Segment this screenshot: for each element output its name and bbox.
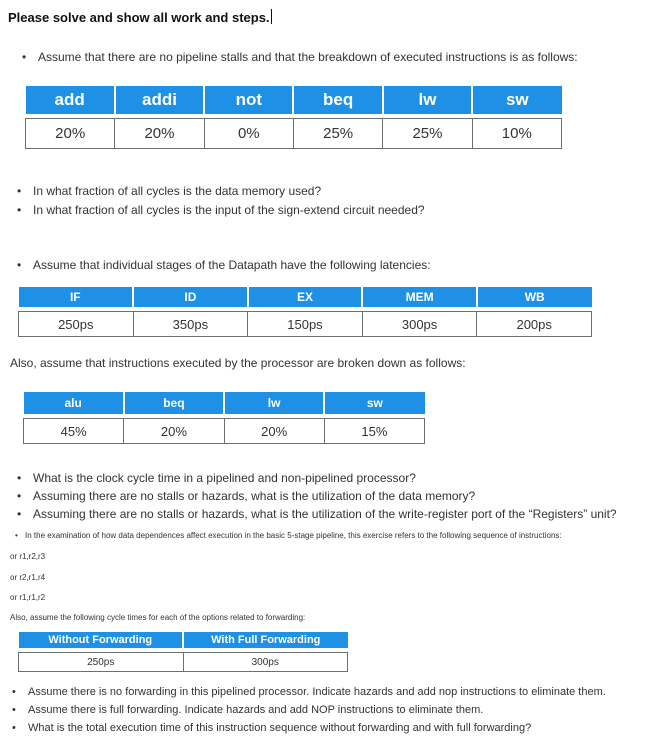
table-row bbox=[19, 312, 592, 337]
section1-question-2 bbox=[17, 203, 425, 217]
stage-latency-table bbox=[18, 287, 592, 337]
header-cell-id: ID bbox=[133, 287, 248, 307]
header-cell-sw: sw bbox=[472, 86, 561, 114]
instruction-line-1: or r1,r2,r3 bbox=[10, 552, 46, 561]
instruction-line-3: or r1,r1,r2 bbox=[10, 593, 46, 602]
question-text: Assuming there are no stalls or hazards, what is the utilization of the write-register port of the “Registers” unit? bbox=[33, 507, 617, 521]
value-cell-sw: 15% bbox=[324, 419, 424, 444]
question-text: Assume there is no forwarding in this pipelined processor. Indicate hazards and add nop instructions to eliminate them. bbox=[28, 686, 606, 698]
instruction-breakdown-table bbox=[23, 392, 425, 444]
header-cell-alu: alu bbox=[24, 392, 124, 414]
question-text: Assume there is full forwarding. Indicate hazards and add NOP instructions to eliminate them. bbox=[28, 704, 484, 716]
text-cursor bbox=[271, 9, 272, 24]
header-cell-without-forwarding: Without Forwarding bbox=[19, 632, 184, 648]
section3-question-3 bbox=[12, 722, 531, 734]
value-cell-alu: 45% bbox=[24, 419, 124, 444]
value-cell-lw: 25% bbox=[383, 119, 472, 149]
header-cell-with-full-forwarding: With Full Forwarding bbox=[183, 632, 348, 648]
bullet-icon: • bbox=[22, 50, 27, 64]
bullet-icon: • bbox=[17, 507, 22, 521]
value-cell-ex: 150ps bbox=[248, 312, 363, 337]
value-cell-addi: 20% bbox=[115, 119, 204, 149]
table-row bbox=[24, 419, 425, 444]
section1-intro-text: Assume that there are no pipeline stalls and that the breakdown of executed instructions is as follows: bbox=[38, 50, 578, 64]
table-header-row bbox=[19, 632, 348, 648]
section3-intro-text: In the examination of how data dependences affect execution in the basic 5-stage pipeline, this exercise refers to the following sequence of instructions: bbox=[25, 531, 562, 540]
page-title-text: Please solve and show all work and steps. bbox=[8, 10, 270, 25]
header-cell-addi: addi bbox=[115, 86, 204, 114]
table-row bbox=[19, 653, 348, 672]
header-cell-mem: MEM bbox=[362, 287, 477, 307]
section1-question-1 bbox=[17, 184, 321, 198]
section2-question-1 bbox=[17, 471, 416, 485]
section3-question-1 bbox=[12, 686, 606, 698]
header-cell-lw: lw bbox=[224, 392, 324, 414]
header-cell-beq: beq bbox=[293, 86, 382, 114]
value-cell-wb: 200ps bbox=[477, 312, 592, 337]
question-text: What is the clock cycle time in a pipelined and non-pipelined processor? bbox=[33, 471, 416, 485]
section1-intro bbox=[22, 50, 578, 64]
bullet-icon: • bbox=[12, 686, 16, 698]
header-cell-wb: WB bbox=[477, 287, 592, 307]
page-title bbox=[8, 9, 272, 25]
value-cell-not: 0% bbox=[204, 119, 293, 149]
section3-intro bbox=[15, 531, 562, 540]
section3-question-2 bbox=[12, 704, 483, 716]
question-text: Assuming there are no stalls or hazards, what is the utilization of the data memory? bbox=[33, 489, 476, 503]
value-cell-lw: 20% bbox=[224, 419, 324, 444]
value-cell-id: 350ps bbox=[133, 312, 248, 337]
bullet-icon: • bbox=[17, 471, 22, 485]
header-cell-ex: EX bbox=[248, 287, 363, 307]
header-cell-if: IF bbox=[19, 287, 134, 307]
question-text: What is the total execution time of this instruction sequence without forwarding and with full forwarding? bbox=[28, 722, 532, 734]
bullet-icon: • bbox=[15, 531, 18, 540]
header-cell-not: not bbox=[204, 86, 293, 114]
value-cell-beq: 20% bbox=[124, 419, 224, 444]
bullet-icon: • bbox=[17, 489, 22, 503]
bullet-icon: • bbox=[12, 722, 16, 734]
forwarding-cycle-table bbox=[18, 632, 348, 672]
value-cell-sw: 10% bbox=[472, 119, 561, 149]
table-header-row bbox=[19, 287, 592, 307]
bullet-icon: • bbox=[12, 704, 16, 716]
header-cell-beq: beq bbox=[124, 392, 224, 414]
bullet-icon: • bbox=[17, 258, 22, 272]
table-header-row bbox=[26, 86, 562, 114]
table-header-row bbox=[24, 392, 425, 414]
section2-question-3 bbox=[17, 507, 617, 521]
instruction-line-2: or r2,r1,r4 bbox=[10, 573, 46, 582]
section2-also-text: Also, assume that instructions executed by the processor are broken down as follows: bbox=[10, 356, 466, 370]
question-text: In what fraction of all cycles is the data memory used? bbox=[33, 184, 322, 198]
bullet-icon: • bbox=[17, 203, 22, 217]
header-cell-sw: sw bbox=[324, 392, 424, 414]
value-cell-with-full-forwarding: 300ps bbox=[183, 653, 348, 672]
section2-intro bbox=[17, 258, 431, 272]
question-text: In what fraction of all cycles is the input of the sign-extend circuit needed? bbox=[33, 203, 425, 217]
value-cell-mem: 300ps bbox=[362, 312, 477, 337]
section2-intro-text: Assume that individual stages of the Datapath have the following latencies: bbox=[33, 258, 431, 272]
instruction-mix-table bbox=[25, 86, 562, 149]
value-cell-if: 250ps bbox=[19, 312, 134, 337]
value-cell-beq: 25% bbox=[293, 119, 382, 149]
section2-question-2 bbox=[17, 489, 475, 503]
header-cell-lw: lw bbox=[383, 86, 472, 114]
bullet-icon: • bbox=[17, 184, 22, 198]
header-cell-add: add bbox=[26, 86, 115, 114]
value-cell-without-forwarding: 250ps bbox=[19, 653, 184, 672]
table-row bbox=[26, 119, 562, 149]
value-cell-add: 20% bbox=[26, 119, 115, 149]
section3-also-text: Also, assume the following cycle times for each of the options related to forwarding: bbox=[10, 613, 306, 622]
